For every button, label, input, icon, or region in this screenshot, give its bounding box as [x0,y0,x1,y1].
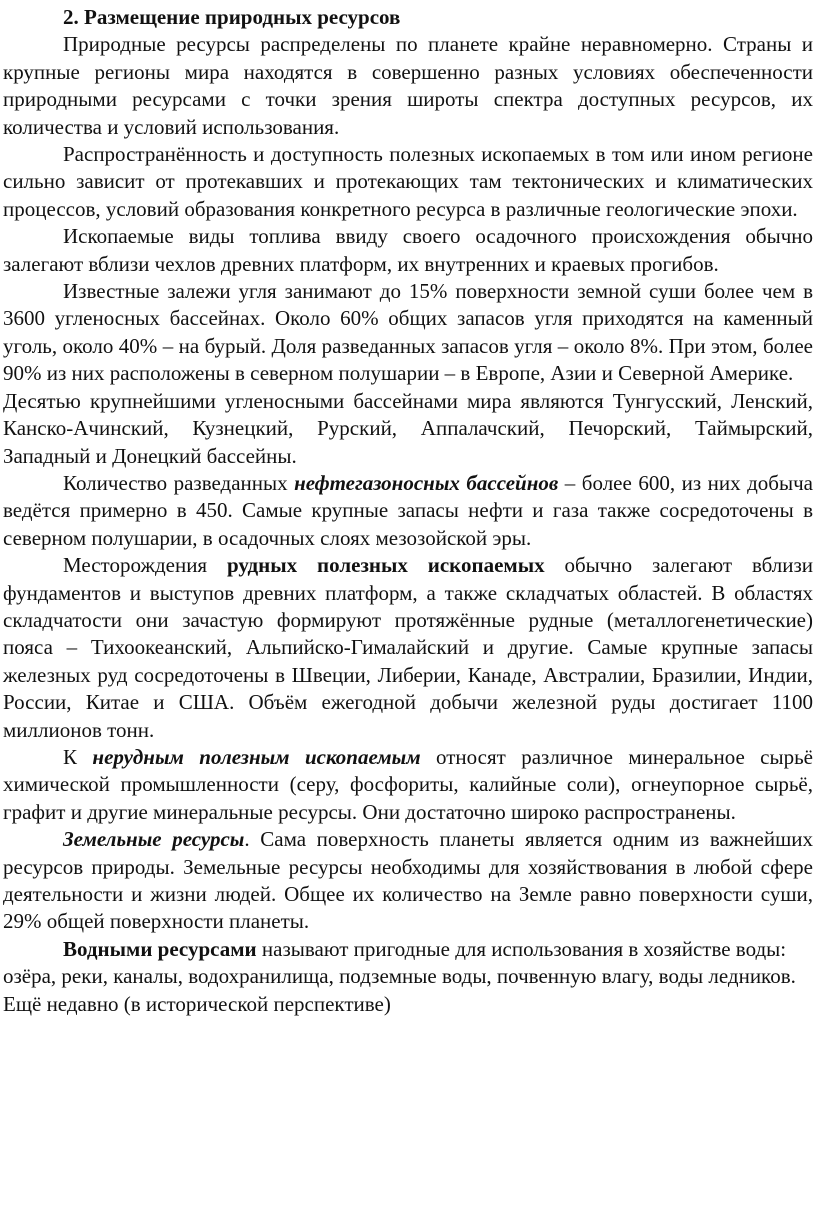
paragraph-10-emphasis: Водными ресурсами [63,936,257,961]
paragraph-5: Десятью крупнейшими угленосными бассейнами мира являются Тунгусский, Ленский, Канско-Ачинский, Кузнецкий, Рурский, Аппалачский, Печорский, Таймырский, Западный и Донецкий бассейны. [3,388,813,468]
paragraph-7-emphasis: рудных полезных ископаемых [226,553,545,578]
section-heading: 2. Размещение природных ресурсов [63,5,401,29]
paragraph-9-emphasis: Земельные ресурсы [63,827,245,852]
paragraph-2: Распространённость и доступность полезных ископаемых в том или ином регионе сильно зависит от протекавших и протекающих там тектонических и климатических процессов, условий образования конкретного ресурса в различные геологические эпохи. [3,142,813,221]
paragraph-8-emphasis: нерудным полезным ископаемым [92,744,421,769]
paragraph-8 [3,744,813,826]
paragraph-6 [3,470,813,552]
paragraph-8-text-a: К [63,744,93,769]
paragraph-9 [3,826,813,936]
paragraph-7 [3,552,813,744]
paragraph-9-text-b: . Сама поверхность планеты является одним из важнейших ресурсов природы. Земельные ресурсы необходимы для хозяйствования в любой сфере деятельности и жизни людей. Общее их количество на Земле равно поверхности суши, 29% общей поверхности планеты. [3,827,814,934]
paragraph-6-text-a: Количество разведанных [63,470,295,495]
paragraph-7-text-a: Месторождения [63,553,227,578]
paragraph-7-text-b: обычно залегают вблизи фундаментов и выступов древних платформ, а также складчатых областей. В областях складчатости они зачастую формируют протяжённые рудные (металлогенетические) пояса – Тихоокеанский, Альпийско-Гималайский и другие. Самые крупные запасы железных руд сосредоточены в Швеции, Либерии, Канаде, Австралии, Бразилии, Индии, России, Китае и США. Объём ежегодной добычи железной руды достигает 1100 миллионов тонн. [3,553,813,742]
paragraph-10-text-b: называют пригодные для использования в хозяйстве воды: озёра, реки, каналы, водохранилища, подземные воды, почвенную влагу, воды ледников. Ещё недавно (в исторической перспективе) [3,936,796,1016]
paragraph-8-text-b: относят различное минеральное сырьё химической промышленности (серу, фосфориты, калийные соли), огнеупорное сырьё, графит и другие минеральные ресурсы. Они достаточно широко распространены. [3,744,813,824]
paragraph-6-emphasis: нефтегазоносных бассейнов [294,470,559,495]
paragraph-6-text-b: – более 600, из них добыча ведётся примерно в 450. Самые крупные запасы нефти и газа также сосредоточены в северном полушарии, в осадочных слоях мезозойской эры. [3,470,813,550]
paragraph-3: Ископаемые виды топлива ввиду своего осадочного происхождения обычно залегают вблизи чехлов древних платформ, их внутренних и краевых прогибов. [3,224,813,276]
paragraph-10 [3,936,813,1018]
paragraph-4: Известные залежи угля занимают до 15% поверхности земной суши более чем в 3600 угленосных бассейнах. Около 60% общих запасов угля приходятся на каменный уголь, около 40% – на бурый. Доля разведанных запасов угля – около 8%. При этом, более 90% из них расположены в северном полушарии – в Европе, Азии и Северной Америке. [3,279,813,386]
paragraph-1: Природные ресурсы распределены по планете крайне неравномерно. Страны и крупные регионы мира находятся в совершенно разных условиях обеспеченности природными ресурсами с точки зрения широты спектра доступных ресурсов, их количества и условий использования. [3,32,813,139]
